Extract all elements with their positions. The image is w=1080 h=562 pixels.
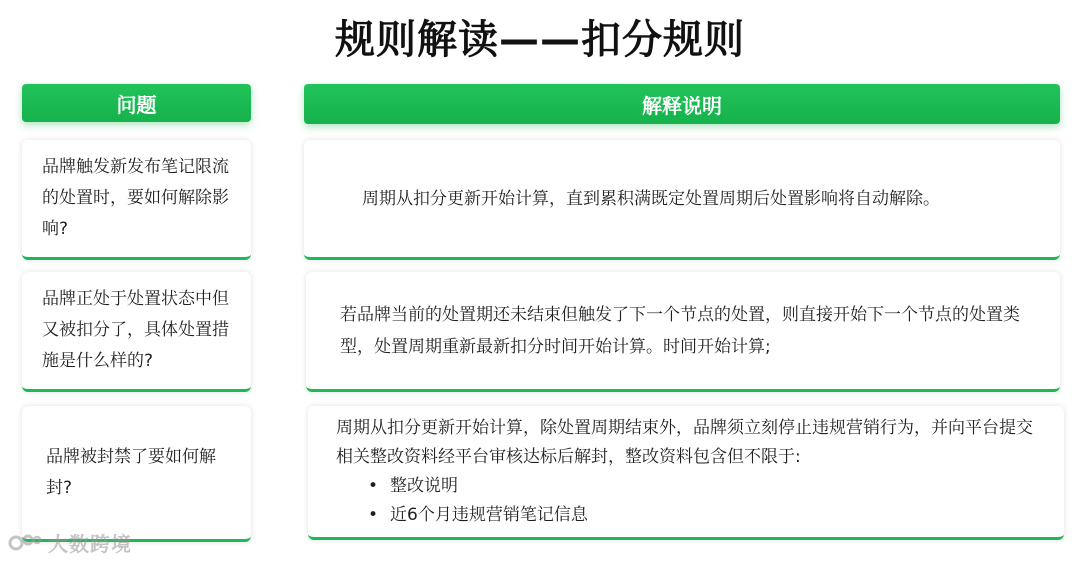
- bullet-item: • 整改说明: [368, 472, 1048, 501]
- answer-text: 周期从扣分更新开始计算，除处置周期结束外，品牌须立刻停止违规营销行为，并向平台提交相关整改资料经平台审核达标后解封，整改资料包含但不限于:: [336, 417, 1033, 467]
- question-card-1: [22, 140, 251, 260]
- watermark: [8, 528, 132, 557]
- question-text: 品牌正处于处置状态中但又被扣分了，具体处置措施是什么样的?: [42, 289, 229, 371]
- question-text: 品牌触发新发布笔记限流的处置时，要如何解除影响?: [42, 157, 229, 239]
- answer-column-header: 解释说明: [304, 84, 1060, 124]
- question-text: 品牌被封禁了要如何解封?: [46, 446, 216, 498]
- answer-text: 若品牌当前的处置期还未结束但触发了下一个节点的处置，则直接开始下一个节点的处置类型，处置周期重新最新扣分时间开始计算。时间开始计算;: [340, 304, 1020, 357]
- question-card-3: [22, 406, 251, 542]
- answer-card-2: [306, 272, 1060, 392]
- page-title: 规则解读——扣分规则: [335, 17, 745, 63]
- watermark-logo-icon: [8, 532, 42, 554]
- answer-card-1: [304, 140, 1060, 260]
- watermark-text: 大数跨境: [48, 532, 132, 556]
- question-column-header: 问题: [22, 84, 251, 122]
- answer-card-3: [308, 406, 1064, 540]
- bullet-list: [336, 472, 1048, 530]
- bullet-item: • 近6个月违规营销笔记信息: [368, 501, 1048, 530]
- question-card-2: [22, 272, 251, 392]
- answer-text: 周期从扣分更新开始计算，直到累积满既定处置周期后处置影响将自动解除。: [362, 188, 940, 209]
